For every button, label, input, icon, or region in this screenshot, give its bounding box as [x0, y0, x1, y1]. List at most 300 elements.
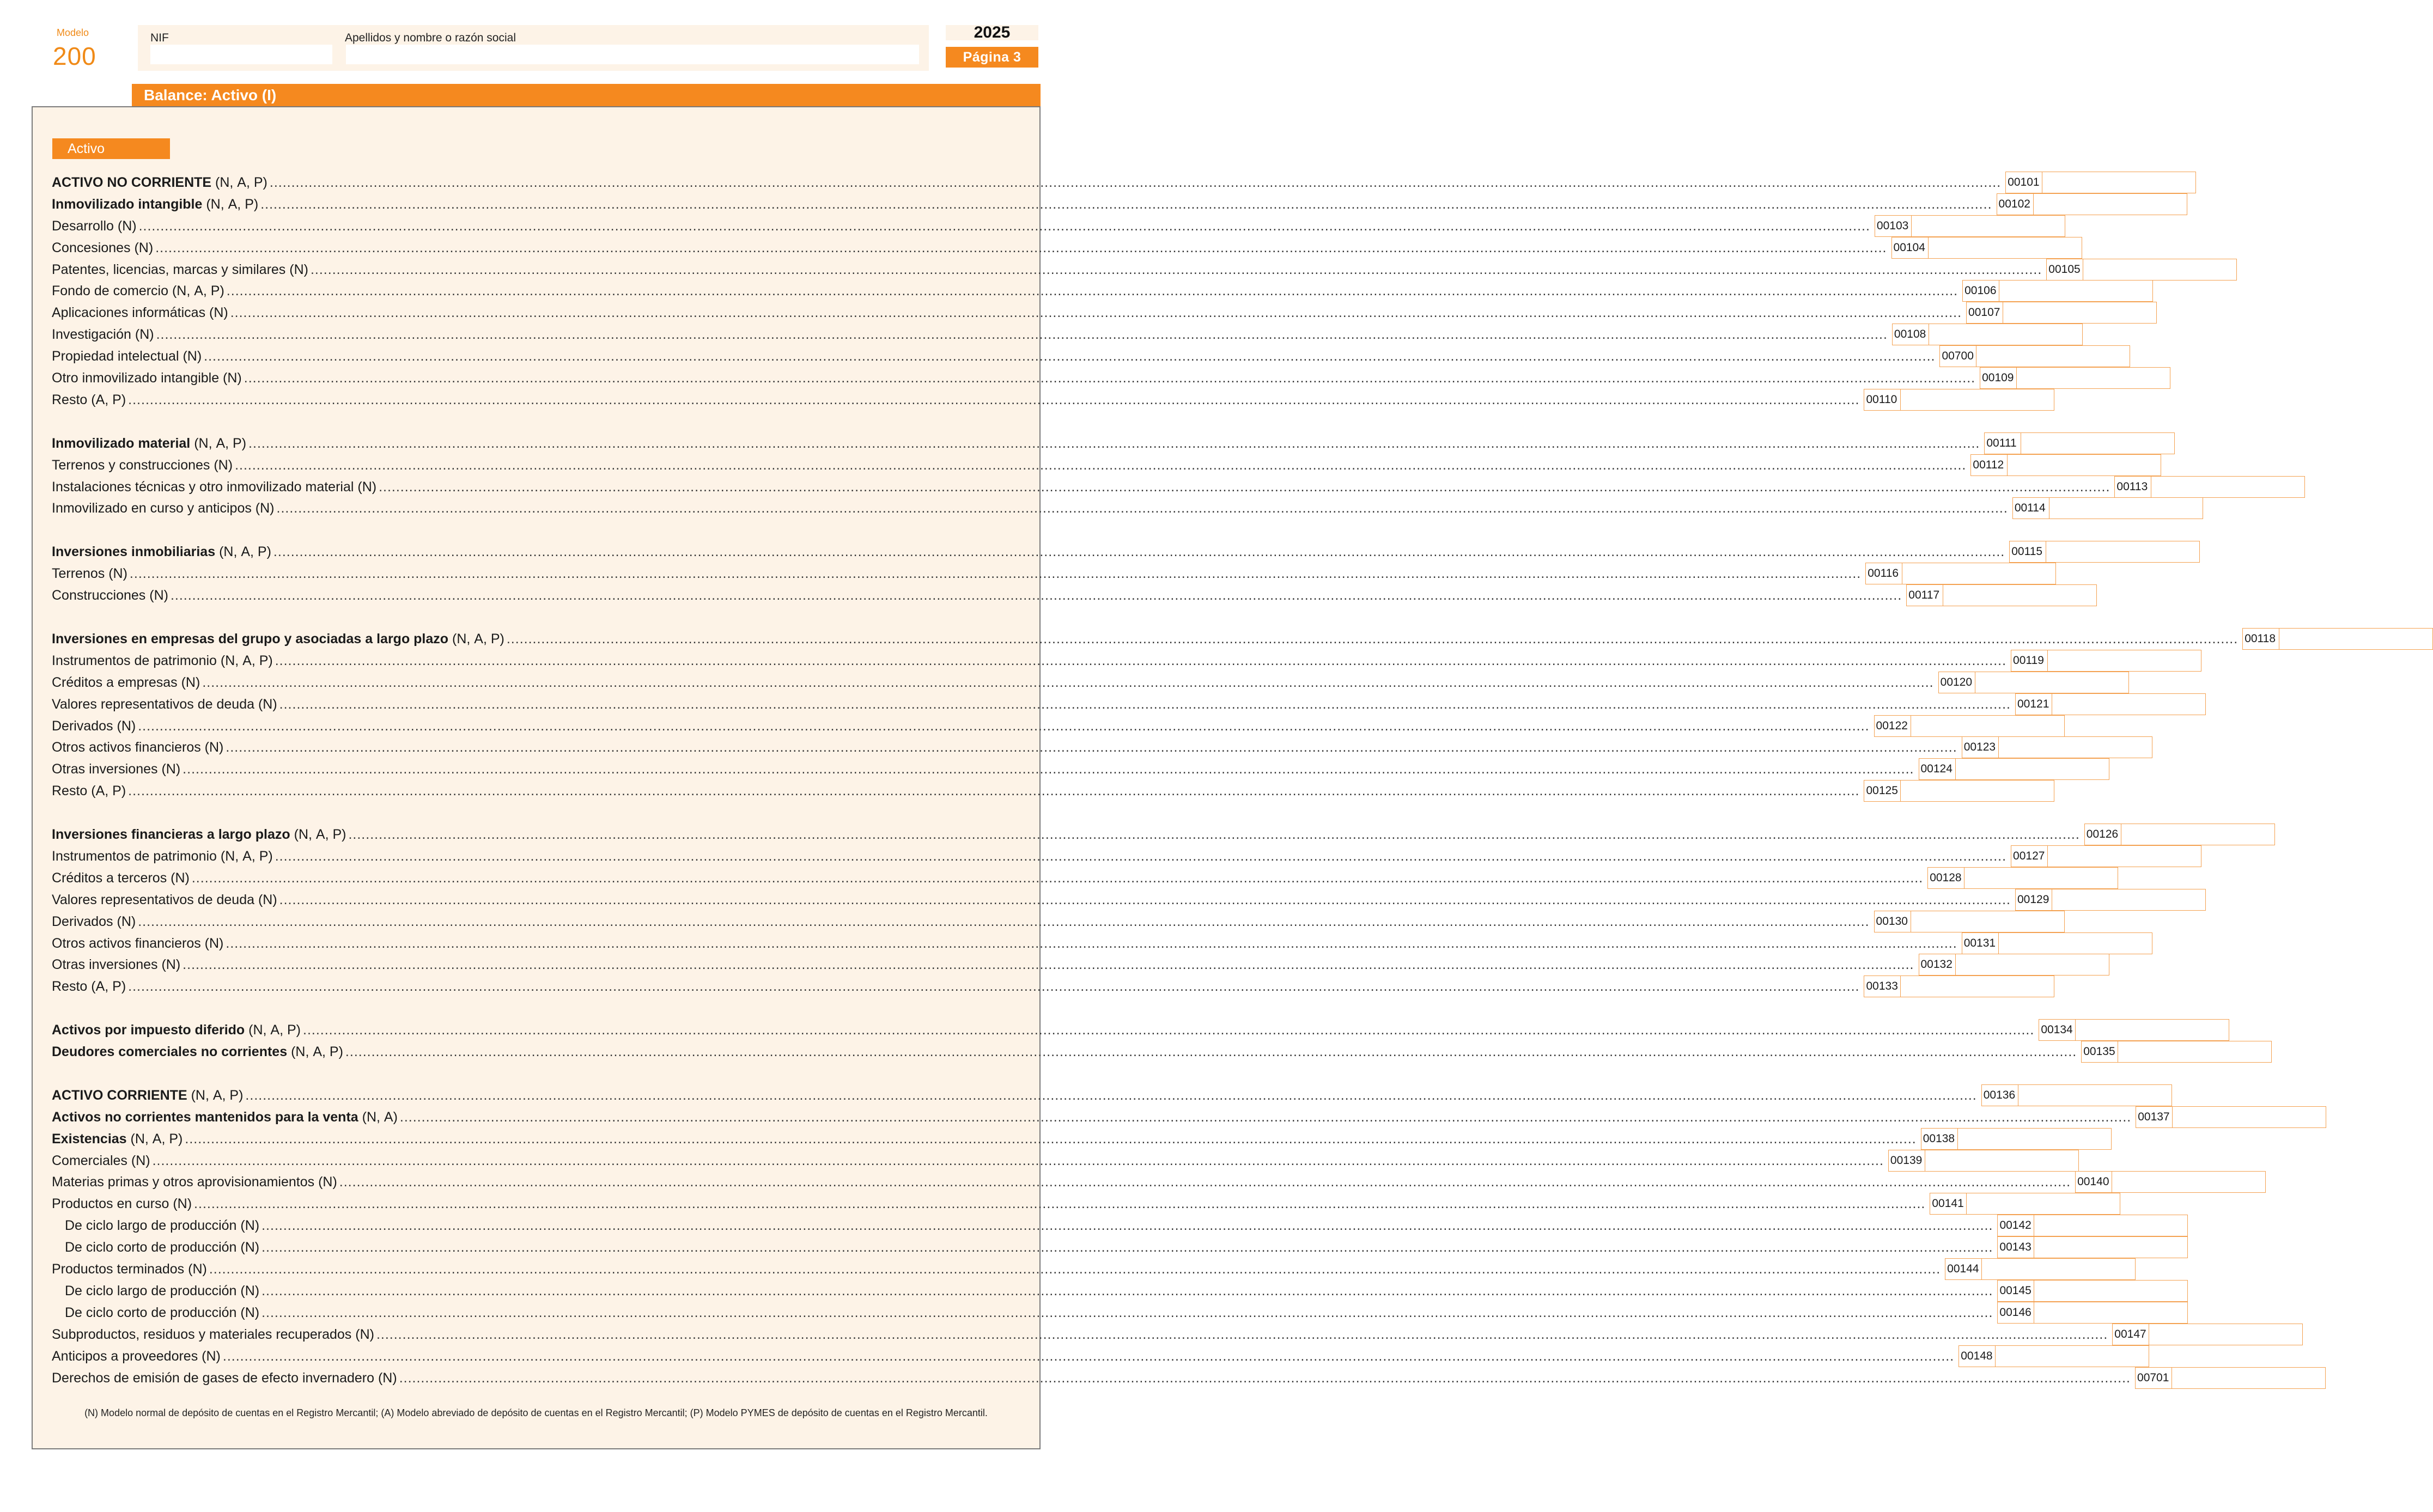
box-code: 00144 [1945, 1259, 1982, 1279]
row-label-normal: Desarrollo (N) [52, 218, 137, 234]
amount-box [1927, 867, 2118, 889]
row-label [52, 957, 1919, 973]
footnote: (N) Modelo normal de depósito de cuentas en el Registro Mercantil; (A) Modelo abreviado de depósito de cuentas en el Registro Mercantil; (P) Modelo PYMES de depósito de cuentas en el Registro Mercantil. [84, 1407, 988, 1418]
row-label [52, 1327, 2112, 1343]
leader-dots: ................................................................................................................................................................................................................................................................................................................................................................................................................ [279, 892, 2011, 907]
row-label [52, 675, 1938, 691]
amount-box [2011, 845, 2201, 867]
balance-row-00107 [52, 302, 2000, 324]
amount-box [2081, 1041, 2272, 1063]
balance-row-00127 [52, 845, 2045, 867]
balance-row-00110 [52, 389, 1897, 411]
row-label [52, 783, 1864, 799]
leader-dots: ................................................................................................................................................................................................................................................................................................................................................................................................................ [226, 283, 1958, 298]
leader-dots: ................................................................................................................................................................................................................................................................................................................................................................................................................ [128, 978, 1860, 994]
amount-box [1962, 932, 2152, 954]
amount-input[interactable] [1929, 324, 2082, 345]
row-label-normal: (N, A, P) [211, 174, 267, 190]
row-label [52, 1174, 2075, 1190]
row-label-text [52, 718, 136, 734]
balance-row-00141 [52, 1193, 1964, 1215]
box-code: 00112 [1971, 455, 2008, 475]
leader-dots: ................................................................................................................................................................................................................................................................................................................................................................................................................ [194, 1196, 1926, 1211]
balance-row-00140 [52, 1171, 2109, 1193]
amount-input[interactable] [2034, 194, 2187, 215]
amount-input[interactable] [1976, 346, 2130, 367]
row-label [52, 240, 1891, 256]
row-label [52, 1349, 1958, 1364]
balance-row-00104 [52, 237, 1925, 259]
row-label [52, 870, 1927, 886]
row-label [52, 1131, 1921, 1147]
amount-box [2112, 1324, 2303, 1345]
box-code: 00135 [2082, 1041, 2118, 1062]
amount-box [2015, 693, 2206, 715]
row-label-text [52, 566, 127, 582]
amount-input[interactable] [2008, 455, 2161, 475]
box-code: 00132 [1919, 954, 1956, 975]
row-label [52, 262, 2046, 278]
balance-row-00136 [52, 1084, 2016, 1106]
amount-input[interactable] [2173, 1107, 2326, 1127]
amount-input[interactable] [2017, 368, 2170, 388]
amount-input[interactable] [2003, 302, 2156, 323]
leader-dots: ................................................................................................................................................................................................................................................................................................................................................................................................................ [399, 1370, 2131, 1386]
balance-row-00134 [52, 1019, 2073, 1041]
leader-dots: ................................................................................................................................................................................................................................................................................................................................................................................................................ [245, 1087, 1977, 1103]
row-label-text [52, 675, 200, 691]
balance-row-00137 [52, 1106, 2170, 1128]
row-label-normal: Aplicaciones informáticas (N) [52, 304, 228, 320]
row-label-text [52, 588, 168, 603]
amount-box [2015, 889, 2206, 911]
amount-input[interactable] [2112, 1172, 2265, 1192]
box-code: 00124 [1919, 759, 1956, 779]
balance-row-00147 [52, 1324, 2146, 1345]
leader-dots: ................................................................................................................................................................................................................................................................................................................................................................................................................ [185, 1131, 1917, 1147]
row-label-text [52, 761, 180, 777]
leader-dots: ................................................................................................................................................................................................................................................................................................................................................................................................................ [260, 196, 1992, 212]
balance-row-00122 [52, 715, 1908, 737]
amount-input[interactable] [1967, 1193, 2120, 1214]
box-code: 00136 [1982, 1085, 2018, 1106]
row-label [52, 175, 2005, 191]
leader-dots: ................................................................................................................................................................................................................................................................................................................................................................................................................ [183, 761, 1914, 777]
amount-input[interactable] [2121, 824, 2274, 845]
amount-input[interactable] [1958, 1129, 2111, 1149]
balance-row-00130 [52, 911, 1908, 932]
box-code: 00134 [2039, 1020, 2076, 1040]
row-label-normal: Terrenos y construcciones (N) [52, 457, 233, 473]
box-code: 00111 [1985, 433, 2021, 454]
amount-input[interactable] [1929, 237, 2082, 258]
row-label [52, 1088, 1981, 1103]
balance-row-00115 [52, 541, 2043, 563]
leader-dots: ................................................................................................................................................................................................................................................................................................................................................................................................................ [235, 457, 1967, 473]
balance-row-00117 [52, 584, 1940, 606]
box-code: 00116 [1866, 563, 1902, 584]
amount-box [1864, 780, 2054, 802]
box-code: 00102 [1997, 194, 2034, 215]
amount-input[interactable] [1911, 716, 2064, 736]
row-label [52, 349, 1939, 364]
row-label-text [52, 1022, 301, 1038]
amount-box [1891, 237, 2082, 259]
row-label-normal: Resto (A, P) [52, 978, 126, 994]
row-label-text [52, 1349, 221, 1364]
row-label-bold: Inmovilizado material [52, 435, 191, 451]
amount-input[interactable] [1956, 954, 2109, 975]
amount-input[interactable] [2052, 889, 2205, 910]
row-label-text [52, 979, 126, 995]
amount-input[interactable] [2042, 172, 2195, 193]
row-label-text [52, 1174, 337, 1190]
amount-box [1966, 302, 2157, 324]
row-label-normal: (N, A, P) [448, 631, 504, 647]
row-label [52, 1283, 1997, 1299]
leader-dots: ................................................................................................................................................................................................................................................................................................................................................................................................................ [138, 913, 1870, 929]
box-code: 00109 [1980, 368, 2017, 388]
leader-dots: ................................................................................................................................................................................................................................................................................................................................................................................................................ [226, 935, 1957, 951]
leader-dots: ................................................................................................................................................................................................................................................................................................................................................................................................................ [339, 1174, 2071, 1190]
balance-row-00701 [52, 1367, 2169, 1389]
row-label [52, 327, 1892, 343]
row-label-text [52, 1044, 343, 1060]
row-label [52, 1218, 1997, 1234]
row-label-normal: Construcciones (N) [52, 587, 168, 603]
row-label-text [52, 892, 277, 908]
row-label-normal: (N, A, P) [287, 1044, 343, 1059]
amount-input[interactable] [1999, 737, 2152, 758]
amount-box [2039, 1019, 2229, 1041]
amount-input[interactable] [1975, 672, 2128, 693]
balance-row-00148 [52, 1345, 1993, 1367]
amount-box [1997, 1280, 2188, 1302]
amount-input[interactable] [1943, 585, 2096, 606]
row-label-bold: Activos no corrientes mantenidos para la venta [52, 1109, 358, 1125]
box-code: 00148 [1959, 1346, 1996, 1367]
row-label [52, 653, 2011, 669]
balance-row-00111 [52, 432, 2017, 454]
row-label-normal: (N, A, P) [290, 826, 346, 842]
amount-box [1919, 758, 2109, 780]
row-label-normal: Propiedad intelectual (N) [52, 348, 202, 364]
box-code: 00106 [1963, 281, 1999, 301]
row-label-normal: (N, A, P) [215, 544, 271, 559]
row-label [52, 1022, 2039, 1038]
amount-box [1997, 193, 2187, 215]
amount-box [1984, 432, 2175, 454]
amount-box [1981, 1084, 2172, 1106]
amount-input[interactable] [2034, 1237, 2187, 1258]
balance-row-00128 [52, 867, 1962, 889]
box-code: 00139 [1889, 1150, 1925, 1171]
row-label-normal: Otros activos financieros (N) [52, 739, 224, 755]
box-code: 00117 [1907, 585, 1943, 606]
leader-dots: ................................................................................................................................................................................................................................................................................................................................................................................................................ [204, 348, 1936, 364]
balance-row-00144 [52, 1258, 1979, 1280]
amount-input[interactable] [2076, 1020, 2229, 1040]
amount-box [1888, 1150, 2079, 1172]
row-label-normal: Productos terminados (N) [52, 1261, 207, 1277]
row-label-normal: (N, A, P) [190, 435, 247, 451]
balance-row-00132 [52, 954, 1953, 976]
amount-box [1997, 1302, 2188, 1324]
row-label [52, 370, 1980, 386]
row-label-normal: De ciclo largo de producción (N) [65, 1217, 260, 1233]
row-label-text [65, 1283, 259, 1299]
box-code: 00143 [1998, 1237, 2034, 1258]
amount-input[interactable] [1996, 1346, 2149, 1367]
leader-dots: ................................................................................................................................................................................................................................................................................................................................................................................................................ [348, 826, 2080, 842]
row-label-text [52, 392, 126, 408]
row-label [52, 1261, 1945, 1277]
row-label-text [52, 936, 223, 952]
row-label-text [65, 1305, 259, 1321]
row-label-text [52, 1196, 192, 1212]
amount-input[interactable] [1911, 911, 2064, 932]
row-label-text [52, 349, 202, 364]
row-label-text [52, 501, 275, 516]
leader-dots: ................................................................................................................................................................................................................................................................................................................................................................................................................ [183, 956, 1914, 972]
box-code: 00108 [1893, 324, 1929, 345]
amount-box [2075, 1171, 2266, 1193]
box-code: 00120 [1939, 672, 1975, 693]
row-label [52, 588, 1906, 603]
balance-row-00139 [52, 1150, 1923, 1172]
box-code: 00126 [2085, 824, 2121, 845]
row-label [52, 761, 1919, 777]
row-label [52, 1109, 2136, 1125]
leader-dots: ................................................................................................................................................................................................................................................................................................................................................................................................................ [156, 326, 1888, 342]
balance-row-00142 [52, 1215, 2031, 1236]
box-code: 00146 [1998, 1302, 2034, 1323]
amount-box [1930, 1193, 2120, 1215]
balance-row-00116 [52, 563, 1899, 584]
amount-input[interactable] [2048, 846, 2201, 867]
activo-tab: Activo [52, 138, 170, 159]
amount-box [1962, 280, 2153, 302]
row-label [52, 566, 1865, 582]
year-label: 2025 [946, 25, 1038, 40]
balance-row-00118 [52, 628, 2276, 650]
row-label-text [52, 849, 273, 864]
amount-box [1970, 454, 2161, 476]
section-title-bar: Balance: Activo (I) [132, 84, 1041, 106]
amount-input[interactable] [1964, 868, 2118, 888]
leader-dots: ................................................................................................................................................................................................................................................................................................................................................................................................................ [279, 696, 2011, 712]
row-label [52, 892, 2015, 908]
row-label-normal: Derivados (N) [52, 913, 136, 929]
amount-input[interactable] [1901, 976, 2054, 997]
row-label-normal: Otros activos financieros (N) [52, 935, 224, 951]
amount-box [1874, 911, 2065, 932]
amount-input[interactable] [2052, 694, 2205, 715]
row-label-text [52, 327, 154, 343]
row-label-normal: Comerciales (N) [52, 1153, 150, 1168]
row-label-text [52, 305, 228, 321]
row-label [52, 740, 1962, 755]
row-label-text [52, 479, 376, 495]
amount-input[interactable] [2034, 1215, 2187, 1236]
amount-input[interactable] [2151, 477, 2304, 497]
balance-row-00119 [52, 650, 2044, 672]
row-label-text [52, 1109, 398, 1125]
amount-input[interactable] [2034, 1302, 2187, 1323]
name-label: Apellidos y nombre o razón social [345, 32, 516, 44]
amount-input[interactable] [2034, 1281, 2187, 1301]
amount-input[interactable] [2172, 1368, 2325, 1388]
row-label-bold: Inversiones inmobiliarias [52, 544, 216, 559]
amount-box [1921, 1128, 2112, 1150]
row-label-bold: Deudores comerciales no corrientes [52, 1044, 288, 1059]
balance-row-00121 [52, 693, 2049, 715]
modelo-number: 200 [53, 42, 96, 70]
leader-dots: ................................................................................................................................................................................................................................................................................................................................................................................................................ [155, 240, 1887, 255]
row-label [52, 1196, 1930, 1212]
amount-input[interactable] [1999, 933, 2152, 954]
leader-dots: ................................................................................................................................................................................................................................................................................................................................................................................................................ [261, 1217, 1993, 1233]
box-code: 00103 [1875, 216, 1912, 236]
box-code: 00122 [1875, 716, 1911, 736]
row-label-normal: Investigación (N) [52, 326, 154, 342]
balance-row-00129 [52, 889, 2049, 911]
leader-dots: ................................................................................................................................................................................................................................................................................................................................................................................................................ [226, 739, 1957, 755]
amount-input[interactable] [1925, 1150, 2078, 1171]
name-field[interactable] [346, 45, 919, 64]
amount-box [1939, 345, 2130, 367]
amount-input[interactable] [2049, 498, 2203, 519]
amount-input[interactable] [1956, 759, 2109, 779]
row-label [52, 305, 1966, 321]
row-label-normal: Subproductos, residuos y materiales recuperados (N) [52, 1326, 374, 1342]
row-label-normal: (N, A, P) [245, 1022, 301, 1038]
amount-input[interactable] [2018, 1085, 2172, 1106]
balance-row-00138 [52, 1128, 1955, 1150]
amount-input[interactable] [2021, 433, 2174, 454]
balance-row-00124 [52, 758, 1953, 780]
amount-box [2009, 541, 2200, 563]
row-label-text [52, 197, 258, 212]
leader-dots: ................................................................................................................................................................................................................................................................................................................................................................................................................ [230, 304, 1962, 320]
row-label-bold: Inversiones financieras a largo plazo [52, 826, 290, 842]
amount-input[interactable] [1912, 216, 2065, 236]
leader-dots: ................................................................................................................................................................................................................................................................................................................................................................................................................ [273, 544, 2005, 559]
row-label-normal: Créditos a empresas (N) [52, 674, 200, 690]
balance-row-00125 [52, 780, 1898, 802]
amount-box [1865, 563, 2056, 584]
amount-input[interactable] [1901, 781, 2054, 801]
box-code: 00113 [2115, 477, 2151, 497]
row-label [52, 544, 2009, 560]
box-code: 00125 [1864, 781, 1901, 801]
amount-box [1958, 1345, 2149, 1367]
amount-input[interactable] [2046, 541, 2199, 562]
leader-dots: ................................................................................................................................................................................................................................................................................................................................................................................................................ [376, 1326, 2108, 1342]
row-label-text [52, 870, 190, 886]
row-label [52, 458, 1970, 473]
row-label-normal: Instrumentos de patrimonio (N, A, P) [52, 848, 273, 864]
box-code: 00105 [2047, 259, 2083, 280]
row-label-normal: Fondo de comercio (N, A, P) [52, 283, 224, 298]
balance-row-00102 [52, 193, 2030, 215]
row-label-normal: De ciclo corto de producción (N) [65, 1239, 260, 1255]
amount-box [1945, 1258, 2136, 1280]
amount-input[interactable] [2279, 629, 2432, 649]
amount-box [2084, 824, 2275, 845]
amount-box [1919, 954, 2109, 976]
amount-input[interactable] [2083, 259, 2236, 280]
amount-box [2242, 628, 2433, 650]
row-label-text [65, 1240, 259, 1255]
amount-input[interactable] [1982, 1259, 2135, 1279]
row-label [52, 1153, 1888, 1169]
row-label-text [52, 827, 346, 843]
row-label-text [52, 697, 277, 712]
nif-field[interactable] [150, 45, 332, 64]
amount-input[interactable] [1901, 389, 2054, 410]
row-label-normal: De ciclo corto de producción (N) [65, 1304, 260, 1320]
row-label-normal: Derivados (N) [52, 718, 136, 734]
leader-dots: ................................................................................................................................................................................................................................................................................................................................................................................................................ [261, 1283, 1993, 1298]
box-code: 00140 [2076, 1172, 2112, 1192]
amount-box [2011, 650, 2201, 672]
leader-dots: ................................................................................................................................................................................................................................................................................................................................................................................................................ [191, 870, 1924, 886]
amount-input[interactable] [1999, 281, 2152, 301]
leader-dots: ................................................................................................................................................................................................................................................................................................................................................................................................................ [202, 674, 1934, 690]
box-code: 00110 [1864, 389, 1901, 410]
row-label [52, 218, 1875, 234]
row-label-normal: Materias primas y otros aprovisionamientos (N) [52, 1174, 337, 1190]
leader-dots: ................................................................................................................................................................................................................................................................................................................................................................................................................ [138, 718, 1870, 734]
leader-dots: ................................................................................................................................................................................................................................................................................................................................................................................................................ [248, 435, 1980, 451]
row-label [52, 849, 2011, 864]
box-code: 00101 [2006, 172, 2042, 193]
amount-input[interactable] [1902, 563, 2055, 584]
box-code: 00107 [1967, 302, 2003, 323]
row-label-text [52, 240, 153, 256]
row-label-normal: Terrenos (N) [52, 565, 127, 581]
row-label-text [52, 1370, 397, 1386]
box-code: 00127 [2011, 846, 2048, 867]
box-code: 00118 [2243, 629, 2279, 649]
box-code: 00133 [1864, 976, 1901, 997]
row-label-normal: Valores representativos de deuda (N) [52, 696, 277, 712]
balance-row-00135 [52, 1041, 2115, 1063]
row-label [52, 501, 2012, 516]
amount-input[interactable] [2149, 1324, 2302, 1345]
row-label-text [52, 1131, 183, 1147]
amount-box [2046, 259, 2237, 281]
box-code: 00138 [1921, 1129, 1958, 1149]
row-label-text [52, 783, 126, 799]
leader-dots: ................................................................................................................................................................................................................................................................................................................................................................................................................ [170, 587, 1902, 603]
box-code: 00129 [2016, 889, 2052, 910]
row-label-normal: Otras inversiones (N) [52, 761, 181, 777]
box-code: 00700 [1940, 346, 1976, 367]
amount-input[interactable] [2048, 650, 2201, 671]
row-label-normal: Productos en curso (N) [52, 1196, 192, 1211]
amount-input[interactable] [2118, 1041, 2271, 1062]
amount-box [1906, 584, 2097, 606]
row-label-text [52, 218, 137, 234]
leader-dots: ................................................................................................................................................................................................................................................................................................................................................................................................................ [345, 1044, 2077, 1059]
leader-dots: ................................................................................................................................................................................................................................................................................................................................................................................................................ [379, 479, 2110, 495]
box-code: 00145 [1998, 1281, 2034, 1301]
amount-box [1875, 215, 2065, 237]
row-label-normal: Resto (A, P) [52, 392, 126, 407]
leader-dots: ................................................................................................................................................................................................................................................................................................................................................................................................................ [269, 174, 2002, 190]
